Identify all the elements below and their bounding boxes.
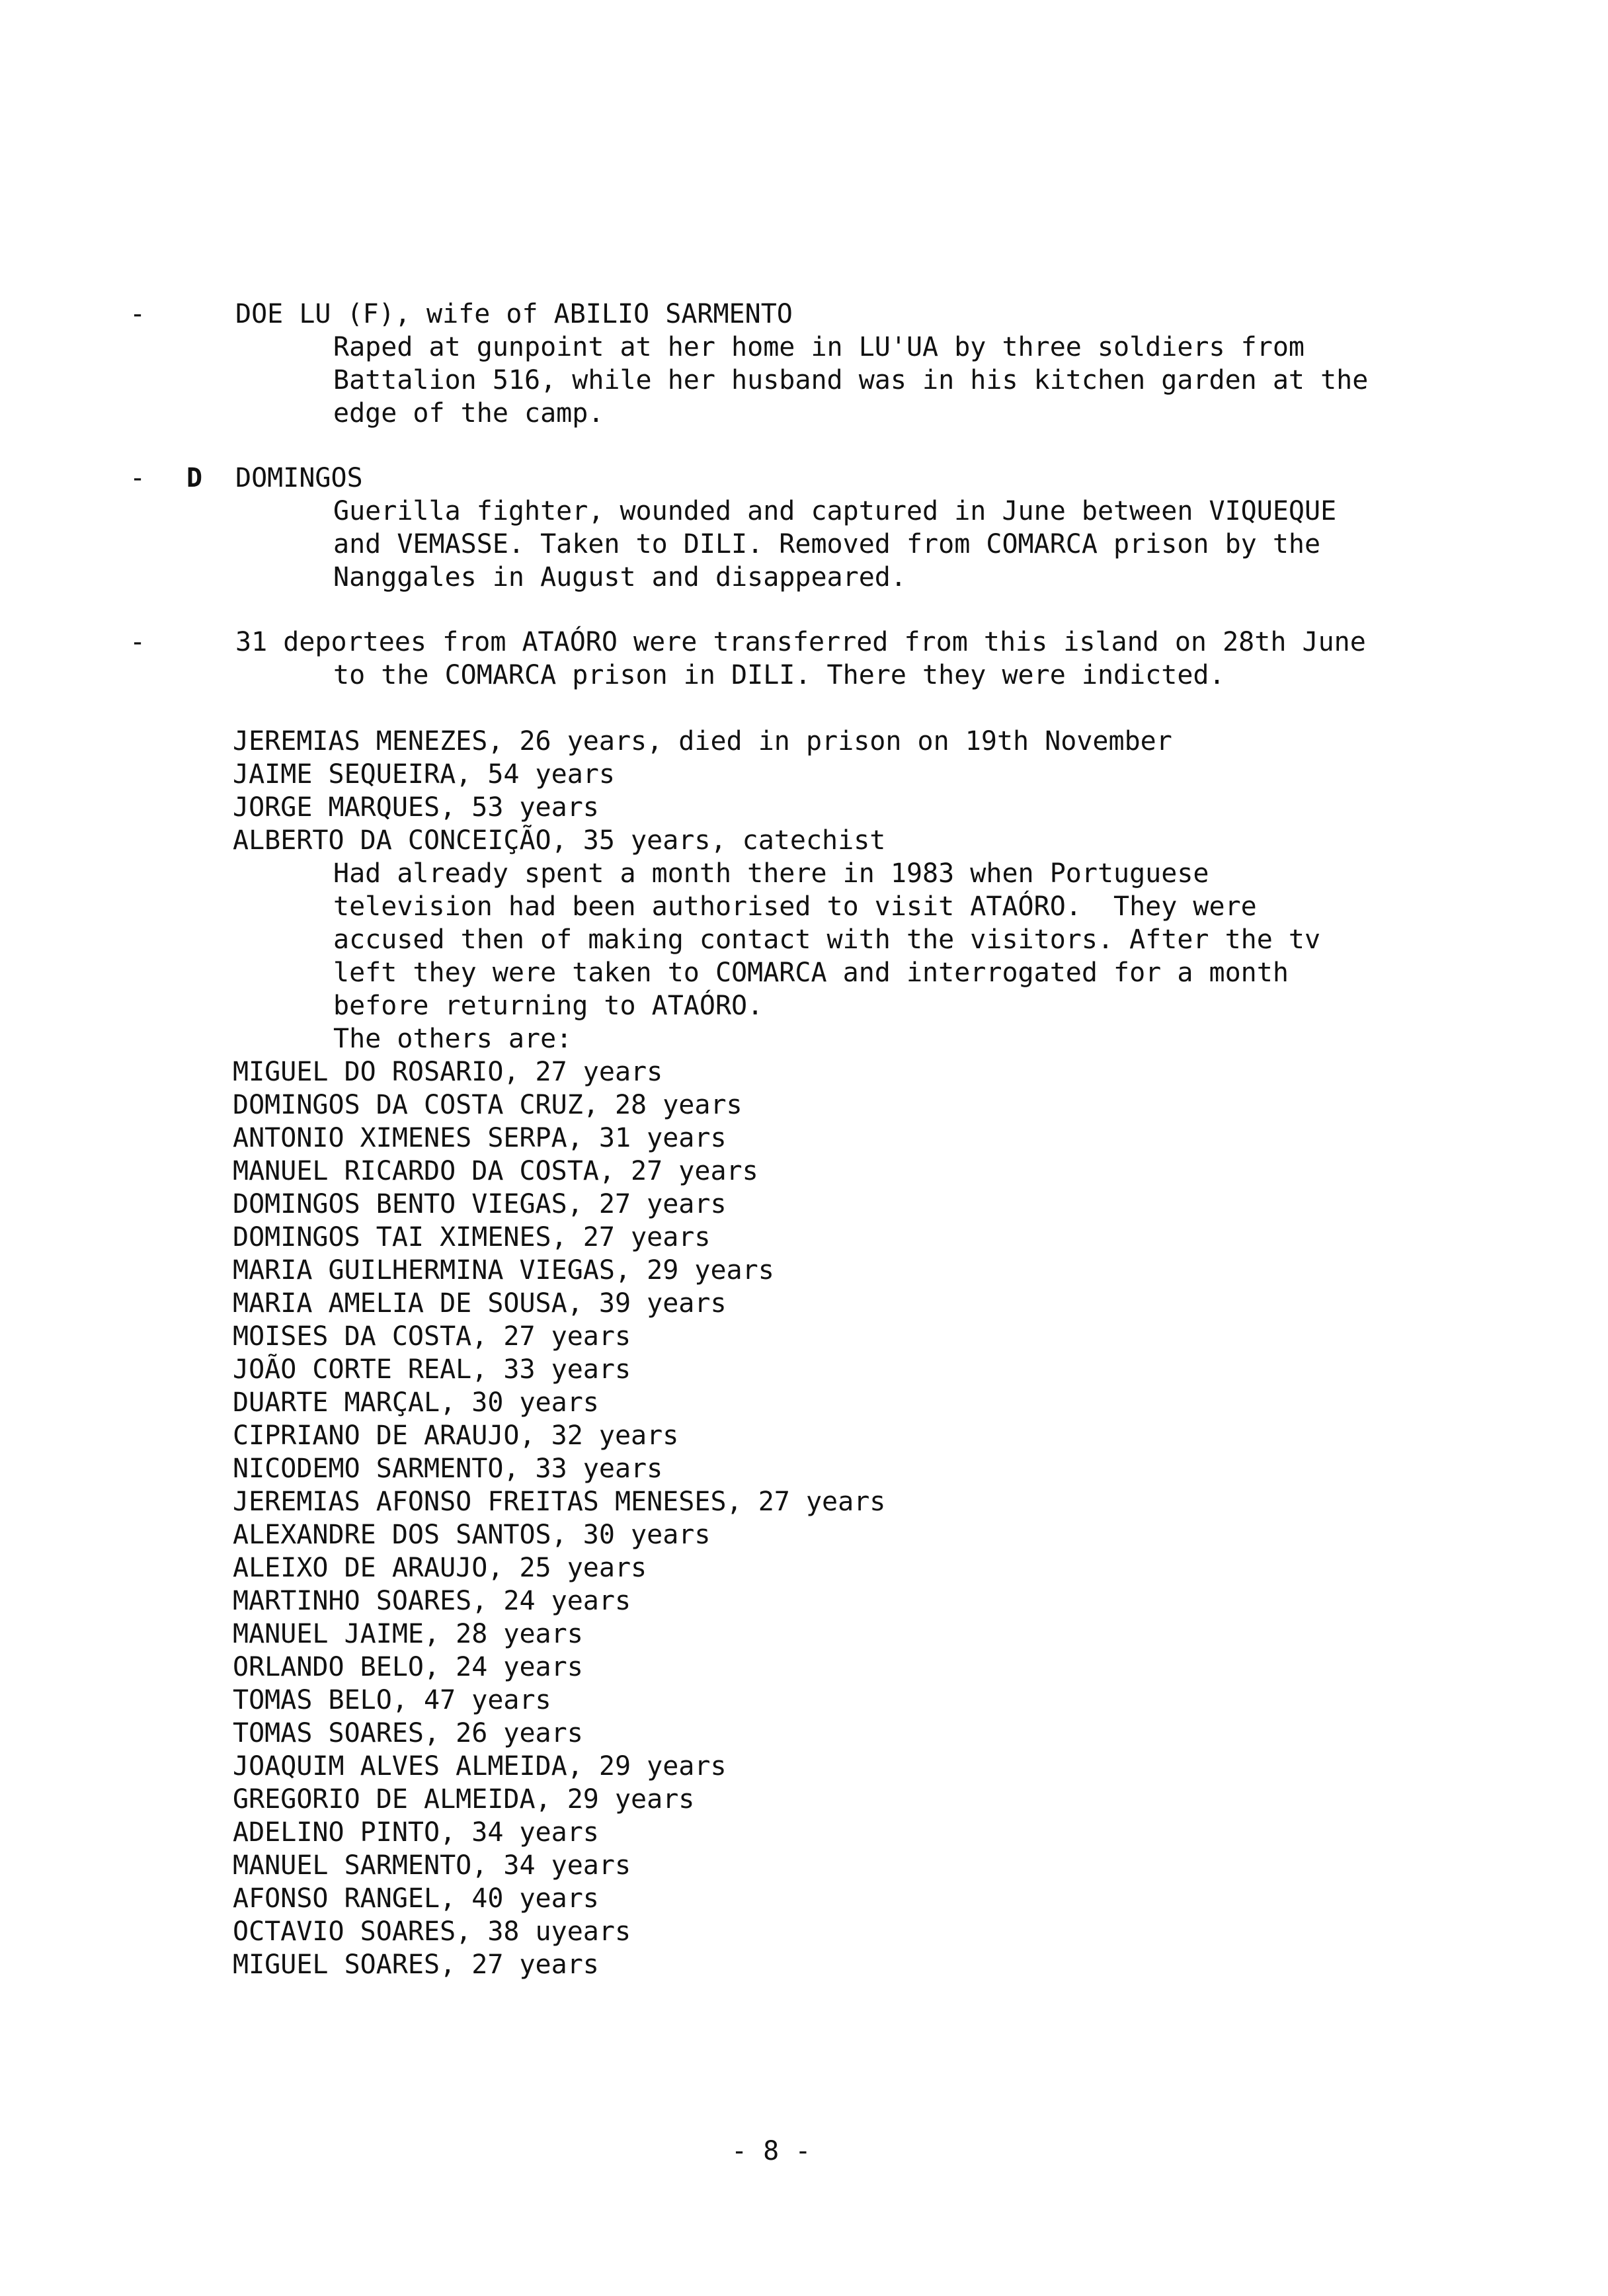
deportee-line: GREGORIO DE ALMEIDA, 29 years — [233, 1784, 695, 1815]
deportee-line: MANUEL JAIME, 28 years — [233, 1619, 583, 1649]
entry-body-line: Raped at gunpoint at her home in LU'UA by three soldiers from — [333, 332, 1305, 362]
deportee-line: AFONSO RANGEL, 40 years — [233, 1883, 599, 1914]
entry-heading: DOE LU (F), wife of ABILIO SARMENTO — [235, 299, 793, 329]
deportee-line: MIGUEL SOARES, 27 years — [233, 1949, 599, 1980]
deportee-line: MANUEL RICARDO DA COSTA, 27 years — [233, 1156, 758, 1186]
note-line: The others are: — [333, 1024, 573, 1054]
deportee-line: MIGUEL DO ROSARIO, 27 years — [233, 1057, 663, 1087]
deportee-line: DOMINGOS TAI XIMENES, 27 years — [233, 1222, 711, 1252]
deportee-line: ALEIXO DE ARAUJO, 25 years — [233, 1553, 647, 1583]
deportee-line: JAIME SEQUEIRA, 54 years — [233, 759, 615, 790]
deportee-line: JEREMIAS AFONSO FREITAS MENESES, 27 years — [233, 1487, 886, 1517]
deportee-line: MARTINHO SOARES, 24 years — [233, 1586, 631, 1616]
deportee-line: JOÃO CORTE REAL, 33 years — [233, 1354, 631, 1385]
page-number: - 8 - — [731, 2136, 811, 2166]
deportee-line: DUARTE MARÇAL, 30 years — [233, 1387, 599, 1418]
entry-code: D — [186, 463, 203, 493]
deportee-line: MARIA AMELIA DE SOUSA, 39 years — [233, 1288, 727, 1319]
entry-body-line: to the COMARCA prison in DILI. There they were indicted. — [333, 660, 1225, 690]
note-line: accused then of making contact with the visitors. After the tv — [333, 924, 1321, 955]
entry-dash: - — [130, 299, 146, 329]
deportee-line: JEREMIAS MENEZES, 26 years, died in prison on 19th November — [233, 726, 1172, 757]
deportee-line: CIPRIANO DE ARAUJO, 32 years — [233, 1420, 679, 1451]
entry-body-line: and VEMASSE. Taken to DILI. Removed from COMARCA prison by the — [333, 529, 1321, 559]
note-line: Had already spent a month there in 1983 when Portuguese — [333, 858, 1209, 889]
note-line: left they were taken to COMARCA and interrogated for a month — [333, 958, 1289, 988]
deportee-line: TOMAS BELO, 47 years — [233, 1685, 551, 1715]
deportee-line: ALEXANDRE DOS SANTOS, 30 years — [233, 1520, 711, 1550]
deportee-line: MANUEL SARMENTO, 34 years — [233, 1850, 631, 1881]
entry-body-line: Nanggales in August and disappeared. — [333, 562, 906, 593]
deportee-line: JOAQUIM ALVES ALMEIDA, 29 years — [233, 1751, 727, 1782]
entry-body-line: Battalion 516, while her husband was in his kitchen garden at the — [333, 365, 1369, 395]
deportee-line: MARIA GUILHERMINA VIEGAS, 29 years — [233, 1255, 774, 1286]
deportee-line: JORGE MARQUES, 53 years — [233, 792, 599, 823]
deportee-line: TOMAS SOARES, 26 years — [233, 1718, 583, 1748]
entry-dash: - — [130, 463, 146, 493]
entry-heading: DOMINGOS — [235, 463, 363, 493]
entry-heading: 31 deportees from ATAÓRO were transferred from this island on 28th June — [235, 627, 1366, 657]
deportee-line: ALBERTO DA CONCEIÇÃO, 35 years, catechist — [233, 825, 886, 856]
deportee-line: DOMINGOS DA COSTA CRUZ, 28 years — [233, 1090, 743, 1120]
note-line: television had been authorised to visit ATAÓRO. They were — [333, 891, 1257, 922]
deportee-line: DOMINGOS BENTO VIEGAS, 27 years — [233, 1189, 727, 1219]
deportee-line: MOISES DA COSTA, 27 years — [233, 1321, 631, 1352]
deportee-line: ANTONIO XIMENES SERPA, 31 years — [233, 1123, 727, 1153]
entry-body-line: edge of the camp. — [333, 398, 604, 429]
deportee-line: ORLANDO BELO, 24 years — [233, 1652, 583, 1682]
note-line: before returning to ATAÓRO. — [333, 991, 764, 1021]
entry-dash: - — [130, 627, 146, 657]
deportee-line: ADELINO PINTO, 34 years — [233, 1817, 599, 1848]
deportee-line: NICODEMO SARMENTO, 33 years — [233, 1454, 663, 1484]
entry-body-line: Guerilla fighter, wounded and captured in June between VIQUEQUE — [333, 496, 1337, 526]
deportee-line: OCTAVIO SOARES, 38 uyears — [233, 1916, 631, 1947]
